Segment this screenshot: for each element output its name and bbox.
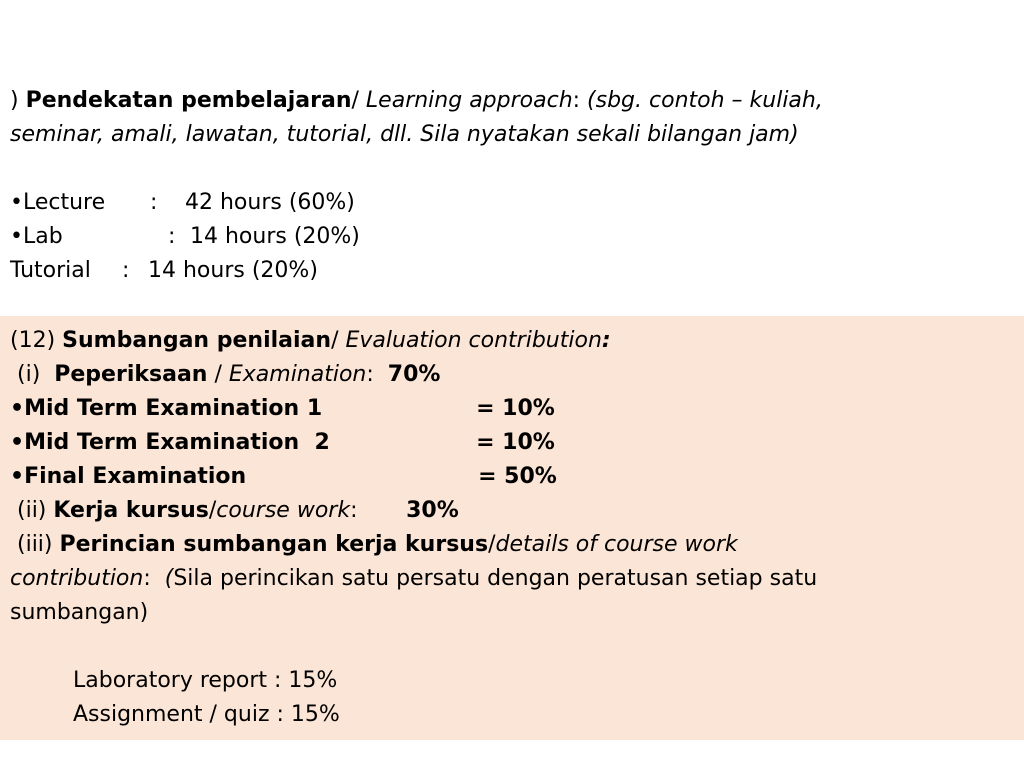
exam-item-value: = 10%	[476, 396, 555, 421]
details-note: Sila perincikan satu persatu dengan peratusan setiap satu	[173, 566, 818, 591]
exam-value: 70%	[387, 362, 441, 387]
exam-item-label: Mid Term Examination 1	[24, 396, 323, 421]
details-slash: /	[488, 532, 496, 557]
bullet: •	[10, 224, 23, 249]
details-label-english-line1: details of course work	[495, 532, 738, 557]
exam-item-label: Final Examination	[24, 464, 247, 489]
learning-approach-section	[0, 84, 1024, 288]
approach-item-lecture	[10, 186, 1024, 220]
details-prefix: (iii)	[10, 532, 60, 557]
examination-line	[10, 358, 1024, 392]
exam-item-label: Mid Term Examination 2	[24, 430, 330, 455]
evaluation-contribution-section	[0, 316, 1024, 740]
approach-item-lab	[10, 220, 1024, 254]
exam-item-midterm-1	[10, 392, 1024, 426]
item-value: 14 hours (20%)	[189, 224, 360, 249]
evaluation-heading	[10, 324, 1024, 358]
learning-approach-heading	[10, 84, 1024, 118]
heading-prefix: )	[10, 88, 26, 113]
item-separator: :	[167, 224, 176, 249]
bullet: •	[10, 430, 25, 455]
breakdown-laboratory-report	[10, 664, 1024, 698]
heading-note-line1: (sbg. contoh – kuliah,	[587, 88, 823, 113]
heading-colon: :	[601, 328, 611, 353]
exam-prefix: (i)	[10, 362, 55, 387]
heading-slash: /	[331, 328, 346, 353]
heading-note-line2: seminar, amali, lawatan, tutorial, dll. Sila nyatakan sekali bilangan jam)	[10, 122, 799, 147]
approach-item-tutorial	[10, 254, 1024, 288]
exam-label-english: Examination	[228, 362, 367, 387]
details-label-english-line2: contribution	[10, 566, 144, 591]
details-line-3	[10, 596, 1024, 630]
details-note-end: sumbangan)	[10, 600, 149, 625]
exam-item-value: = 50%	[478, 464, 557, 489]
item-separator: :	[142, 190, 158, 215]
exam-colon: :	[366, 362, 388, 387]
item-separator: :	[122, 258, 130, 283]
item-label: Lecture	[22, 190, 106, 215]
breakdown-item: Assignment / quiz : 15%	[73, 702, 340, 727]
coursework-colon: :	[350, 498, 358, 523]
exam-slash: /	[207, 362, 229, 387]
details-line-2	[10, 562, 1024, 596]
heading-english: Learning approach	[365, 88, 573, 113]
bullet: •	[10, 396, 25, 421]
exam-label-malay: Peperiksaan	[54, 362, 208, 387]
heading-colon: :	[572, 88, 588, 113]
details-paren: (	[164, 566, 174, 591]
learning-approach-note	[10, 118, 1024, 152]
details-line-1	[10, 528, 1024, 562]
heading-malay: Pendekatan pembelajaran	[25, 88, 352, 113]
item-label: Lab	[22, 224, 63, 249]
heading-slash: /	[351, 88, 366, 113]
details-label-malay: Perincian sumbangan kerja kursus	[59, 532, 489, 557]
exam-item-value: = 10%	[476, 430, 555, 455]
item-value: 42 hours (60%)	[184, 190, 355, 215]
coursework-prefix: (ii)	[10, 498, 54, 523]
breakdown-assignment-quiz	[10, 698, 1024, 732]
item-label: Tutorial	[10, 258, 91, 283]
coursework-label-malay: Kerja kursus	[53, 498, 209, 523]
evaluation-heading-english: Evaluation contribution	[345, 328, 602, 353]
coursework-slash: /	[208, 498, 217, 523]
section-number: (12)	[10, 328, 63, 353]
bullet: •	[10, 190, 23, 215]
exam-item-final	[10, 460, 1024, 494]
coursework-label-english: course work	[216, 498, 351, 523]
bullet: •	[10, 464, 25, 489]
details-colon: :	[143, 566, 165, 591]
breakdown-item: Laboratory report : 15%	[73, 668, 338, 693]
item-value: 14 hours (20%)	[148, 258, 318, 283]
coursework-value: 30%	[406, 498, 459, 523]
spacer	[10, 630, 1024, 664]
exam-item-midterm-2	[10, 426, 1024, 460]
spacer	[10, 152, 1024, 186]
coursework-line	[10, 494, 1024, 528]
evaluation-heading-malay: Sumbangan penilaian	[62, 328, 332, 353]
